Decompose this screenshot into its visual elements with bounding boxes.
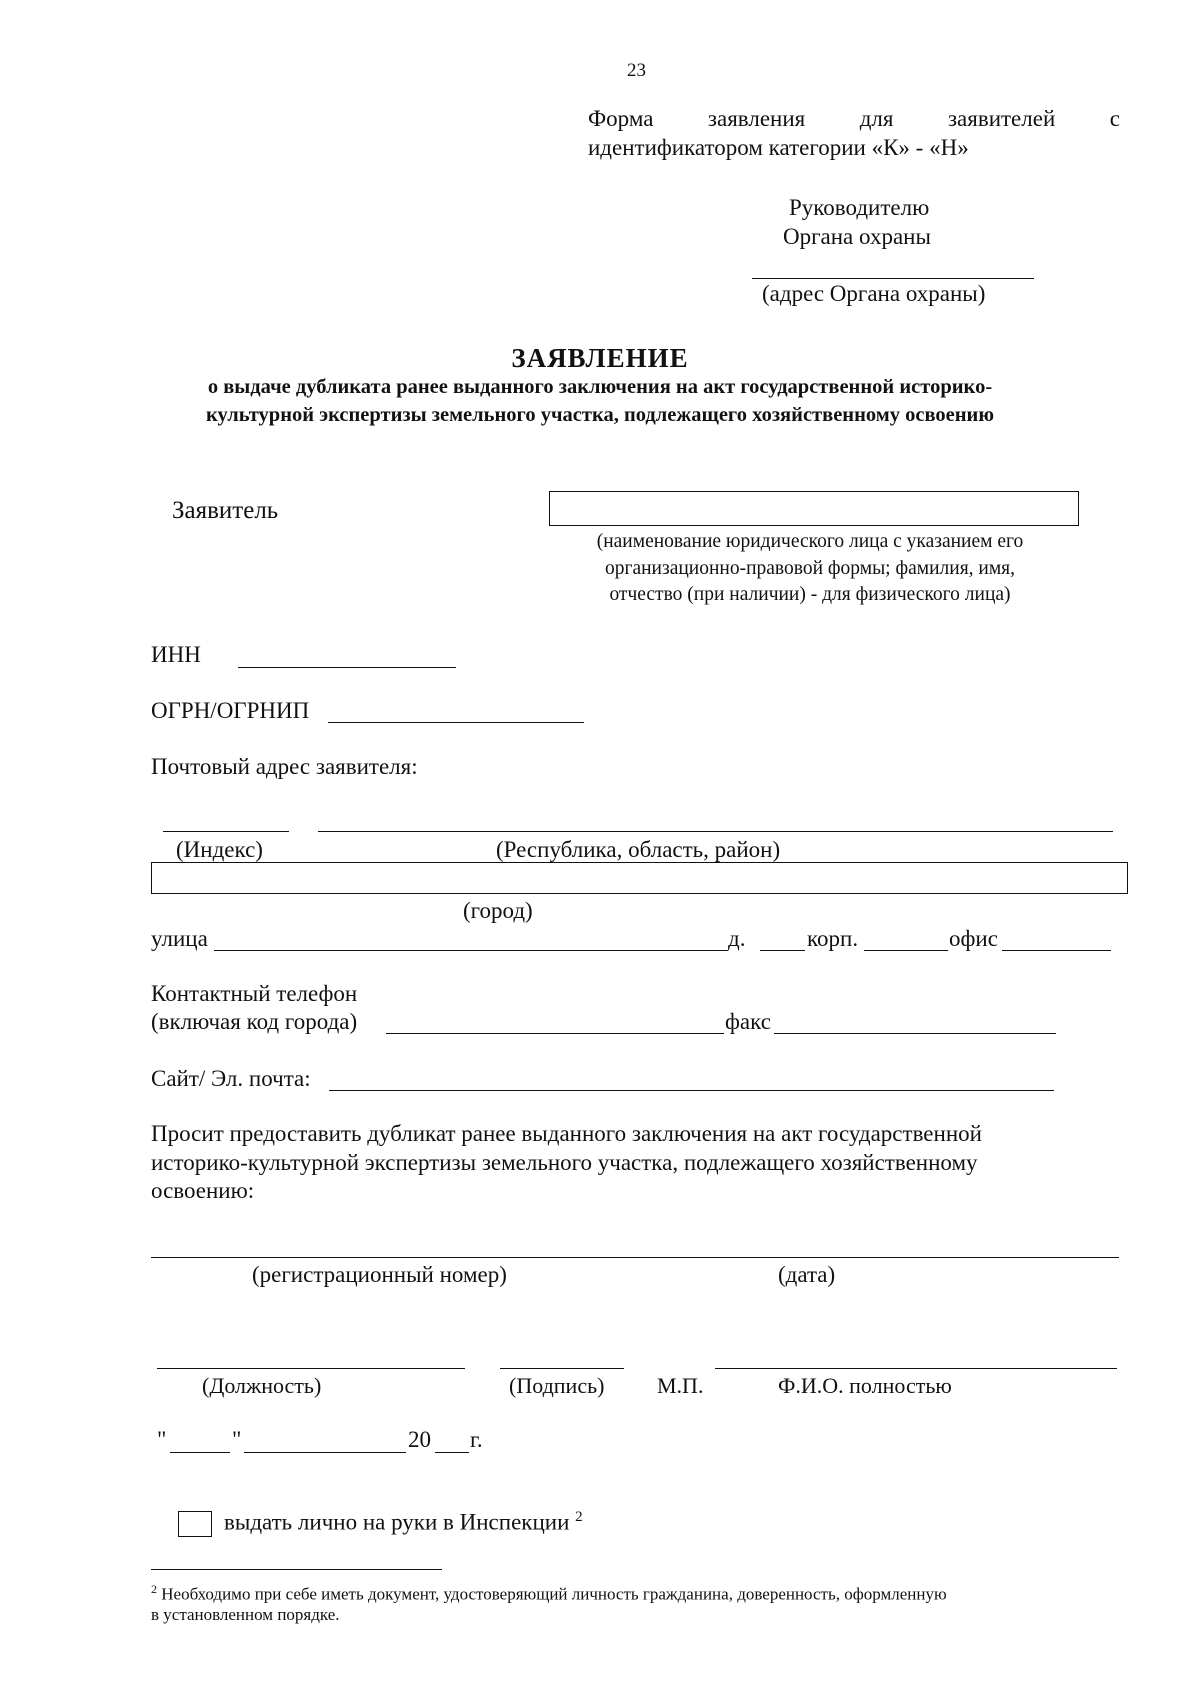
inn-line <box>238 667 456 668</box>
phone-line <box>386 1033 724 1034</box>
form-caption-word: заявления <box>707 106 806 131</box>
request-text-line1: Просит предоставить дубликат ранее выданного заключения на акт государственной <box>151 1121 982 1146</box>
full-name-hint: Ф.И.О. полностью <box>778 1373 952 1398</box>
form-caption-line2: идентификатором категории «К» - «Н» <box>588 135 969 160</box>
document-subtitle-line1: о выдаче дубликата ранее выданного заключения на акт государственной историко- <box>207 376 993 398</box>
sign-line <box>500 1368 624 1369</box>
reg-number-date-line <box>151 1257 1119 1258</box>
footnote-separator <box>151 1569 442 1570</box>
fax-label: факс <box>725 1009 771 1034</box>
region-line <box>318 831 1113 832</box>
form-caption-word: заявителей <box>947 106 1056 131</box>
office-label: офис <box>949 926 998 951</box>
street-line <box>214 950 728 951</box>
request-text-line2: историко-культурной экспертизы земельного участка, подлежащего хозяйственному <box>151 1150 978 1175</box>
date-month-input[interactable] <box>244 1426 414 1452</box>
index-hint: (Индекс) <box>176 837 263 862</box>
fax-input[interactable] <box>774 1007 1064 1033</box>
footnote-line1 <box>151 1582 947 1605</box>
addressee-line2: Органа охраны <box>783 224 931 249</box>
applicant-hint-line1: (наименование юридического лица с указанием его <box>596 531 1024 552</box>
date-quote-close: " <box>232 1427 242 1452</box>
building-label: корп. <box>807 926 859 951</box>
request-text-line3: освоению: <box>151 1178 255 1203</box>
region-hint: (Республика, область, район) <box>496 837 781 862</box>
form-caption-word: для <box>859 106 894 131</box>
addressee-address-input[interactable] <box>752 252 1042 278</box>
office-line <box>1002 950 1111 951</box>
ogrn-label: ОГРН/ОГРНИП <box>151 698 310 723</box>
form-caption-line1 <box>588 106 1120 132</box>
document-title: ЗАЯВЛЕНИЕ <box>511 343 689 373</box>
street-input[interactable] <box>214 924 736 950</box>
position-line <box>157 1368 465 1369</box>
site-email-line <box>329 1090 1054 1091</box>
full-name-input[interactable] <box>715 1342 1125 1368</box>
addressee-line1: Руководителю <box>789 195 930 220</box>
region-input[interactable] <box>318 806 1121 831</box>
street-label: улица <box>151 926 208 951</box>
fax-line <box>774 1033 1056 1034</box>
reg-number-input[interactable] <box>151 1230 759 1257</box>
site-email-label: Сайт/ Эл. почта: <box>151 1066 311 1091</box>
document-subtitle-line2: культурной экспертизы земельного участка, подлежащего хозяйственному освоению <box>205 404 995 426</box>
building-line <box>864 950 948 951</box>
house-label: д. <box>728 926 746 951</box>
reg-number-hint: (регистрационный номер) <box>252 1262 507 1287</box>
form-caption-word: с <box>1109 106 1120 131</box>
footnote-text: Необходимо при себе иметь документ, удостоверяющий личность гражданина, доверенность, оформленную <box>161 1584 947 1604</box>
sign-hint: (Подпись) <box>509 1373 605 1398</box>
city-input[interactable] <box>151 862 1128 894</box>
applicant-hint-line3: отчество (при наличии) - для физического лица) <box>609 584 1011 605</box>
issue-footnote-mark: 2 <box>575 1509 583 1525</box>
applicant-label: Заявитель <box>172 497 279 524</box>
reg-date-hint: (дата) <box>778 1262 836 1287</box>
index-line <box>163 831 289 832</box>
city-hint: (город) <box>463 898 533 923</box>
house-input[interactable] <box>760 924 813 950</box>
date-day-line <box>170 1452 230 1453</box>
office-input[interactable] <box>1002 924 1119 950</box>
ogrn-line <box>328 722 584 723</box>
reg-date-input[interactable] <box>760 1230 1127 1257</box>
date-month-line <box>244 1452 406 1453</box>
date-quote-open: " <box>157 1427 167 1452</box>
footnote-line2: в установленном порядке. <box>151 1605 340 1624</box>
date-day-input[interactable] <box>170 1426 238 1452</box>
phone-input[interactable] <box>386 1007 732 1033</box>
ogrn-input[interactable] <box>328 696 592 722</box>
phone-label-line1: Контактный телефон <box>151 981 358 1006</box>
form-caption-word: Форма <box>588 106 654 131</box>
date-year-prefix: 20 <box>408 1427 431 1452</box>
stamp-label: М.П. <box>657 1373 704 1398</box>
issue-in-person-label <box>224 1509 583 1536</box>
issue-in-person-checkbox[interactable] <box>178 1511 212 1537</box>
inn-label: ИНН <box>151 642 201 667</box>
postal-address-label: Почтовый адрес заявителя: <box>151 754 418 779</box>
addressee-address-hint: (адрес Органа охраны) <box>762 281 986 306</box>
site-email-input[interactable] <box>329 1064 1062 1090</box>
issue-in-person-text: выдать лично на руки в Инспекции <box>224 1509 570 1535</box>
page-number: 23 <box>627 60 646 81</box>
applicant-hint-line2: организационно-правовой формы; фамилия, имя, <box>604 558 1016 579</box>
addressee-address-line <box>752 278 1034 279</box>
phone-label-line2: (включая код города) <box>151 1009 358 1034</box>
applicant-name-input[interactable] <box>549 491 1079 526</box>
index-input[interactable] <box>163 806 297 831</box>
building-input[interactable] <box>864 924 956 950</box>
position-input[interactable] <box>157 1342 473 1368</box>
inn-input[interactable] <box>238 641 464 667</box>
full-name-line <box>715 1368 1117 1369</box>
date-year-suffix: г. <box>470 1427 483 1452</box>
house-line <box>760 950 805 951</box>
date-year-line <box>435 1452 469 1453</box>
position-hint: (Должность) <box>202 1373 322 1398</box>
footnote-mark: 2 <box>151 1582 157 1596</box>
